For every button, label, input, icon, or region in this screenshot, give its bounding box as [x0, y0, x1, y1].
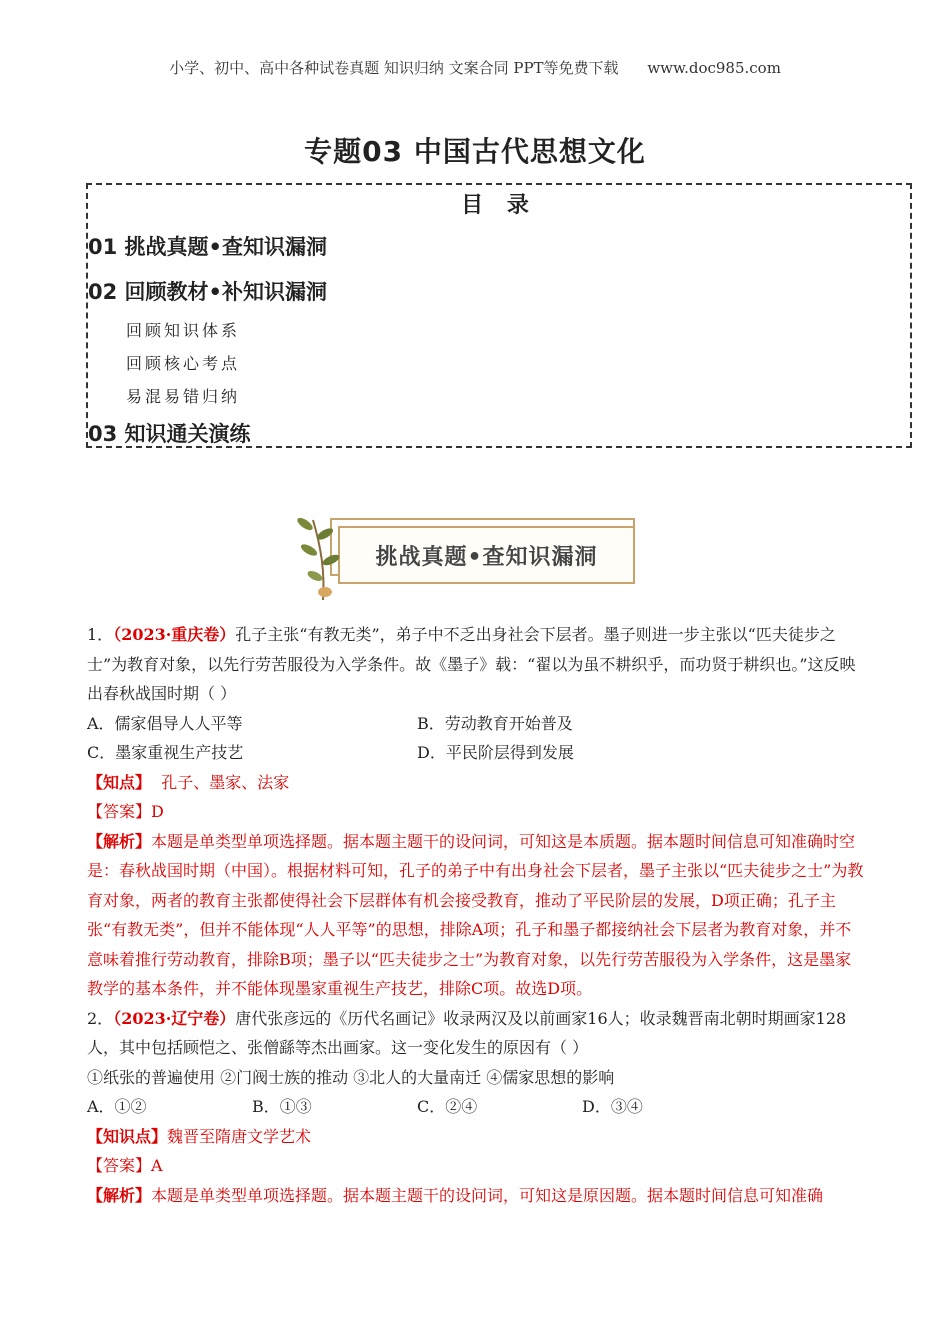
q2-exp-text: 本题是单类型单项选择题。据本题主题干的设问词，可知这是原因题。据本题时间信息可知准确	[151, 1185, 824, 1205]
header-text: 小学、初中、高中各种试卷真题 知识归纳 文案合同 PPT等免费下载	[169, 59, 619, 77]
q2-kp-label: 【知识点】	[87, 1126, 168, 1146]
toc-heading: 目 录	[461, 193, 537, 218]
q2-answer-value: A	[151, 1156, 163, 1175]
q2-option-b[interactable]: B．①③	[252, 1097, 312, 1116]
q2-knowledge-point	[87, 1122, 867, 1152]
toc-sub-1[interactable]: 回顾知识体系	[126, 321, 241, 340]
q1-answer-label: 【答案】	[87, 802, 152, 821]
q1-answer	[87, 797, 867, 827]
q2-stem	[87, 1004, 867, 1063]
q2-exp-label: 【解析】	[87, 1185, 152, 1205]
q2-option-c[interactable]: C．②④	[417, 1097, 478, 1116]
q1-exp-label: 【解析】	[87, 831, 152, 851]
q2-option-d[interactable]: D．③④	[582, 1097, 643, 1116]
q2-items: ①纸张的普遍使用 ②门阀士族的推动 ③北人的大量南迁 ④儒家思想的影响	[87, 1067, 615, 1087]
leaf-ornament-icon	[295, 512, 355, 602]
q1-kp-text: 孔子、墨家、法家	[161, 772, 290, 792]
toc-item-3[interactable]: 03 知识通关演练	[88, 422, 251, 446]
toc-box	[86, 183, 912, 448]
page-header	[0, 57, 950, 78]
q2-answer	[87, 1151, 867, 1181]
toc-sub-2[interactable]: 回顾核心考点	[126, 354, 241, 373]
q1-explanation	[87, 827, 867, 1004]
q1-stem-text: 孔子主张“有教无类”，弟子中不乏出身社会下层者。墨子则进一步主张以“匹夫徒步之士”为教育对象，以先行劳苦服役为入学条件。故《墨子》载：“翟以为虽不耕织乎，而功贤于耕织也。”这反映出春秋战国时期（ ）	[87, 625, 856, 703]
header-url[interactable]: www.doc985.com	[647, 59, 781, 77]
q2-kp-text: 魏晋至隋唐文学艺术	[167, 1126, 312, 1146]
q2-answer-label: 【答案】	[87, 1156, 152, 1175]
q1-answer-value: D	[151, 802, 164, 821]
q1-option-d[interactable]: D．平民阶层得到发展	[417, 743, 574, 762]
toc-item-1[interactable]: 01 挑战真题•查知识漏洞	[88, 235, 327, 259]
question-content	[87, 620, 867, 1210]
q1-stem	[87, 620, 867, 709]
q1-knowledge-point	[87, 768, 867, 798]
toc-item-2[interactable]: 02 回顾教材•补知识漏洞	[88, 280, 327, 304]
q2-source: （2023·辽宁卷）	[113, 1008, 236, 1028]
q1-options	[87, 709, 867, 768]
toc-sub-3[interactable]: 易混易错归纳	[126, 387, 241, 406]
q2-explanation	[87, 1181, 867, 1211]
q1-exp-text: 本题是单类型单项选择题。据本题主题干的设问词，可知这是本质题。据本题时间信息可知准确时空是：春秋战国时期（中国）。根据材料可知，孔子的弟子中有出身社会下层者，墨子主张以“匹夫徒步之士”为教育对象，两者的教育主张都使得社会下层群体有机会接受教育，推动了平民阶层的发展，D项正确；孔子主张“有教无类”，但并不能体现“人人平等”的思想，排除A项；孔子和墨子都接纳社会下层者为教育对象，并不意味着推行劳动教育，排除B项；墨子以“匹夫徒步之士”为教育对象，以先行劳苦服役为入学条件，这是墨家教学的基本条件，并不能体现墨家重视生产技艺，排除C项。故选D项。	[87, 831, 864, 998]
page-title: 专题03 中国古代思想文化	[304, 135, 646, 168]
q1-kp-label: 【知点】	[87, 772, 152, 792]
q2-stem-text: 唐代张彦远的《历代名画记》收录两汉及以前画家16人；收录魏晋南北朝时期画家128人，其中包括顾恺之、张僧繇等杰出画家。这一变化发生的原因有（ ）	[87, 1008, 847, 1057]
section-banner	[295, 512, 640, 602]
q1-option-c[interactable]: C．墨家重视生产技艺	[87, 743, 244, 762]
banner-title: 挑战真题•查知识漏洞	[338, 526, 635, 584]
q1-option-a[interactable]: A．儒家倡导人人平等	[87, 713, 243, 733]
q2-options	[87, 1092, 867, 1122]
q1-source: （2023·重庆卷）	[113, 625, 236, 644]
q2-option-a[interactable]: A．①②	[87, 1097, 147, 1116]
q1-option-b[interactable]: B．劳动教育开始普及	[417, 713, 573, 733]
q2-number: 2．	[87, 1008, 114, 1028]
q1-number: 1．	[87, 625, 114, 644]
